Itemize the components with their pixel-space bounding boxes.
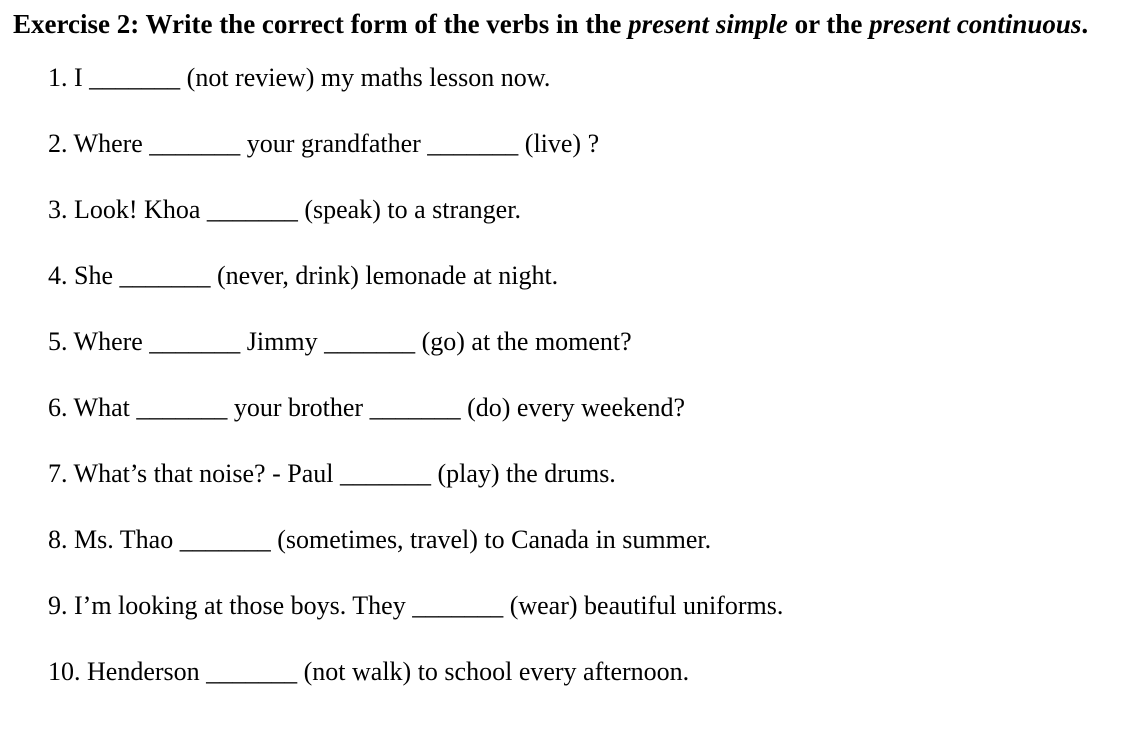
exercise-item-list [13,62,1121,686]
exercise-title [13,8,1113,41]
exercise-item: 4. She _______ (never, drink) lemonade at night. [48,260,559,290]
exercise-item: 7. What’s that noise? - Paul _______ (play) the drums. [48,458,616,488]
title-segment: . [1081,9,1089,39]
exercise-item: 1. I _______ (not review) my maths lesson now. [48,62,551,92]
title-segment: Exercise 2: Write the correct form of the verbs in the [13,9,629,39]
title-segment-italic: present simple [628,9,788,39]
title-segment-italic: present continuous [869,9,1082,39]
exercise-item: 9. I’m looking at those boys. They _______ (wear) beautiful uniforms. [48,590,784,620]
exercise-item: 6. What _______ your brother _______ (do) every weekend? [48,392,686,422]
title-segment: or the [787,9,870,39]
exercise-item: 3. Look! Khoa _______ (speak) to a stranger. [48,194,521,224]
exercise-item: 8. Ms. Thao _______ (sometimes, travel) to Canada in summer. [48,524,712,554]
exercise-item: 10. Henderson _______ (not walk) to school every afternoon. [48,656,690,686]
exercise-item: 5. Where _______ Jimmy _______ (go) at the moment? [48,326,632,356]
exercise-item: 2. Where _______ your grandfather _______ (live) ? [48,128,600,158]
